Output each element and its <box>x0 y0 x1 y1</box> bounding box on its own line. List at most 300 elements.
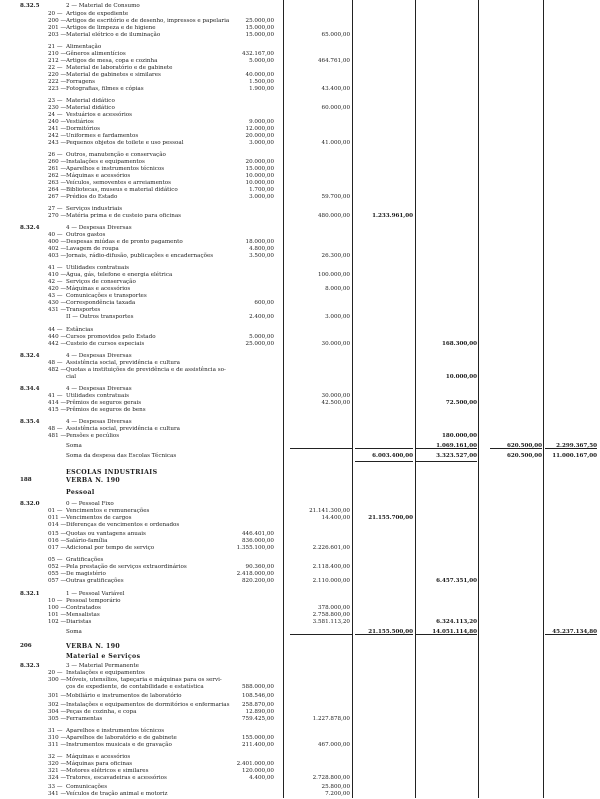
ledger-item-number: 324 — <box>48 775 67 781</box>
sum-rule <box>415 448 477 449</box>
ledger-description: Pensões e pecúlios <box>66 433 120 439</box>
ledger-item-number: 200 — <box>48 18 67 24</box>
ledger-item-number: 102 — <box>48 619 67 625</box>
ledger-code: 8.32.5 <box>20 3 40 9</box>
ledger-description: Artigos de expediente <box>66 11 129 17</box>
ledger-description: Contratados <box>66 605 101 611</box>
ledger-item-number: 402 — <box>48 246 67 252</box>
ledger-description: Artigos de mesa, copa e cozinha <box>66 58 158 64</box>
ledger-amount-col2: 2.110.000,00 <box>312 578 350 584</box>
ledger-amount-col5: 620.500,00 <box>506 443 542 449</box>
ledger-amount-col4: 72.500,00 <box>445 400 477 406</box>
ledger-item-number: 300 — <box>48 677 67 683</box>
ledger-item-number: 33 — <box>48 784 63 790</box>
ledger-amount-col2: 3.581.113,20 <box>312 619 350 625</box>
ledger-amount-col1: 5.000,00 <box>249 58 274 64</box>
ledger-amount-col1: 40.000,00 <box>245 72 274 78</box>
ledger-description: 4 — Despesas Diversas <box>66 419 132 425</box>
ledger-description: Mensalistas <box>66 612 100 618</box>
ledger-description: Transportes <box>66 307 101 313</box>
ledger-row <box>0 452 600 461</box>
ledger-description: Máquinas e acessórios <box>66 754 131 760</box>
ledger-item-number: 48 — <box>48 426 63 432</box>
ledger-code: 188 <box>20 477 32 483</box>
ledger-description: Alimentação <box>66 44 102 50</box>
ledger-description: Gêneros alimentícios <box>66 51 126 57</box>
ledger-amount-col1: 446.401,00 <box>241 531 274 537</box>
ledger-amount-col4: 168.300,00 <box>441 341 477 347</box>
ledger-amount-col2: 1.227.878,00 <box>312 716 350 722</box>
ledger-item-number: 270 — <box>48 213 67 219</box>
ledger-item-number: 403 — <box>48 253 67 259</box>
ledger-item-number: 10 — <box>48 598 63 604</box>
ledger-amount-col6: 11.000.167,00 <box>552 453 597 459</box>
ledger-description: Salário-família <box>66 538 108 544</box>
ledger-description: Outros, manutenção e conservação <box>66 152 166 158</box>
ledger-amount-col2: 26.300,00 <box>321 253 350 259</box>
ledger-amount-col1: 20.000,00 <box>245 159 274 165</box>
ledger-description: Água, gás, telefone e energia elétrica <box>66 272 173 278</box>
ledger-code: 8.32.4 <box>20 225 40 231</box>
ledger-item-number: 430 — <box>48 300 67 306</box>
ledger-amount-col2: 43.400,00 <box>321 86 350 92</box>
ledger-description: Assistência social, previdência e cultura <box>66 426 180 432</box>
ledger-row <box>0 628 600 637</box>
ledger-amount-col2: 30.000,00 <box>321 393 350 399</box>
ledger-item-number: 41 — <box>48 393 63 399</box>
sum-rule <box>290 448 352 449</box>
ledger-amount-col1: 25.000,00 <box>245 18 274 24</box>
ledger-item-number: 101 — <box>48 612 67 618</box>
ledger-row <box>0 373 600 382</box>
sum-rule <box>290 634 352 635</box>
ledger-description: Artigos de limpeza e de higiene <box>66 25 156 31</box>
ledger-amount-col1: 2.400,00 <box>249 314 274 320</box>
ledger-amount-col2: 467.000,00 <box>317 742 350 748</box>
ledger-item-number: 301 — <box>48 693 67 699</box>
ledger-item-number: 264 — <box>48 187 67 193</box>
ledger-code: 8.32.4 <box>20 353 40 359</box>
ledger-description: Pessoal <box>66 489 95 496</box>
ledger-amount-col1: 15.000,00 <box>245 25 274 31</box>
ledger-item-number: 014 — <box>48 522 67 528</box>
ledger-description: Quotas a instituições de previdência e de assistência so- <box>66 367 226 373</box>
ledger-description: Comunicações e transportes <box>66 293 147 299</box>
ledger-code: 8.32.0 <box>20 501 40 507</box>
ledger-item-number: 263 — <box>48 180 67 186</box>
ledger-item-number: 203 — <box>48 32 67 38</box>
ledger-amount-col3: 21.155.700,00 <box>368 515 413 521</box>
ledger-description: Vencimentos de cargos <box>66 515 132 521</box>
ledger-description: 3 — Material Permanente <box>66 663 139 669</box>
ledger-row <box>0 406 600 415</box>
ledger-item-number: 21 — <box>48 44 63 50</box>
ledger-amount-col4: 6.324.113,20 <box>436 619 477 625</box>
ledger-amount-col2: 2.226.601,00 <box>312 545 350 551</box>
ledger-description: Gratificações <box>66 557 104 563</box>
ledger-amount-col2: 60.000,00 <box>321 105 350 111</box>
ledger-item-number: 310 — <box>48 735 67 741</box>
ledger-amount-col1: 3.000,00 <box>249 140 274 146</box>
ledger-description: Material de gabinetes e similares <box>66 72 161 78</box>
ledger-description: Quotas ou vantagens anuais <box>66 531 146 537</box>
ledger-description: Peças de cozinha, e copa <box>66 709 137 715</box>
ledger-amount-col1: 25.000,00 <box>245 341 274 347</box>
ledger-description: Veículos de tração animal e motoriz <box>66 791 168 797</box>
sum-rule <box>545 634 597 635</box>
ledger-description: Aparelhos de laboratório e de gabinete <box>66 735 177 741</box>
sum-rule <box>355 634 413 635</box>
ledger-item-number: 201 — <box>48 25 67 31</box>
ledger-item-number: 015 — <box>48 531 67 537</box>
ledger-amount-col2: 30.000,00 <box>321 341 350 347</box>
ledger-item-number: 223 — <box>48 86 67 92</box>
ledger-item-number: 22 — <box>48 65 63 71</box>
ledger-amount-col2: 378.000,00 <box>317 605 350 611</box>
ledger-amount-col1: 1.500,00 <box>249 79 274 85</box>
ledger-amount-col1: 3.500,00 <box>249 253 274 259</box>
ledger-item-number: 410 — <box>48 272 67 278</box>
ledger-description: Máquinas e acessórios <box>66 173 131 179</box>
ledger-amount-col2: 21.141.300,00 <box>309 508 350 514</box>
ledger-amount-col6: 2.299.367,50 <box>556 443 597 449</box>
ledger-item-number: 23 — <box>48 98 63 104</box>
ledger-description: VERBA N. 190 <box>66 643 121 650</box>
ledger-description: Outros gastos <box>66 232 106 238</box>
ledger-description: Pessoal temporário <box>66 598 121 604</box>
ledger-description: Diaristas <box>66 619 92 625</box>
sum-rule <box>415 634 477 635</box>
ledger-description: Utilidades contratuais <box>66 393 129 399</box>
ledger-item-number: 420 — <box>48 286 67 292</box>
ledger-description: Outras gratificações <box>66 578 124 584</box>
ledger-item-number: 230 — <box>48 105 67 111</box>
ledger-amount-col1: 258.870,00 <box>241 702 274 708</box>
ledger-description: Matéria prima e de custeio para oficinas <box>66 213 182 219</box>
ledger-item-number: 48 — <box>48 360 63 366</box>
sum-rule <box>355 448 413 449</box>
ledger-amount-col2: 480.000,00 <box>317 213 350 219</box>
ledger-description: Aparelhos e instrumentos técnicos <box>66 166 165 172</box>
ledger-amount-col4: 1.069.161,00 <box>436 443 477 449</box>
ledger-description: Pequenos objetos de toilete e uso pessoal <box>66 140 184 146</box>
ledger-item-number: 260 — <box>48 159 67 165</box>
ledger-row <box>0 683 600 692</box>
ledger-amount-col1: 15.000,00 <box>245 32 274 38</box>
ledger-amount-col1: 90.360,00 <box>245 564 274 570</box>
ledger-description: Prêmios de seguros de bens <box>66 407 146 413</box>
ledger-amount-col1: 3.000,00 <box>249 194 274 200</box>
ledger-amount-col2: 464.761,00 <box>317 58 350 64</box>
ledger-amount-col2: 42.500,00 <box>321 400 350 406</box>
ledger-item-number: 100 — <box>48 605 67 611</box>
ledger-description: Correspondência taxada <box>66 300 136 306</box>
ledger-code: 206 <box>20 643 32 649</box>
ledger-amount-col1: 18.000,00 <box>245 239 274 245</box>
ledger-item-number: 482 — <box>48 367 67 373</box>
ledger-item-number: 20 — <box>48 670 63 676</box>
ledger-description: Veículos, semoventes e arreiamentos <box>66 180 171 186</box>
ledger-description: Artigos de escritório e de desenho, impressos e papelaria <box>66 18 230 24</box>
ledger-description: 4 — Despesas Diversas <box>66 386 132 392</box>
ledger-item-number: 241 — <box>48 126 67 132</box>
ledger-amount-col1: 820.200,00 <box>241 578 274 584</box>
ledger-description: Ferramentas <box>66 716 103 722</box>
sum-rule <box>355 461 413 462</box>
ledger-item-number: 240 — <box>48 119 67 125</box>
ledger-description: Jornais, rádio-difusão, publicações e encadernações <box>66 253 214 259</box>
ledger-amount-col2: 41.000,00 <box>321 140 350 146</box>
ledger-description: Utilidades contratuais <box>66 265 129 271</box>
ledger-item-number: 016 — <box>48 538 67 544</box>
ledger-row <box>0 442 600 451</box>
ledger-item-number: 262 — <box>48 173 67 179</box>
ledger-row <box>0 652 600 661</box>
ledger-description: Uniformes e fardamentos <box>66 133 139 139</box>
ledger-amount-col1: 10.000,00 <box>245 180 274 186</box>
ledger-amount-col2: 2.728.800,00 <box>312 775 350 781</box>
ledger-row <box>0 692 600 701</box>
ledger-amount-col2: 100.000,00 <box>317 272 350 278</box>
sum-rule <box>490 448 542 449</box>
ledger-row <box>0 618 600 627</box>
ledger-description: 2 — Material de Consumo <box>66 3 140 9</box>
ledger-item-number: 440 — <box>48 334 67 340</box>
ledger-description: Adicional por tempo de serviço <box>66 545 155 551</box>
ledger-amount-col1: 15.000,00 <box>245 166 274 172</box>
ledger-description: Assistência social, previdência e cultura <box>66 360 180 366</box>
ledger-row <box>0 577 600 586</box>
ledger-item-number: 05 — <box>48 557 63 563</box>
ledger-amount-col1: 1.900,00 <box>249 86 274 92</box>
ledger-item-number: 304 — <box>48 709 67 715</box>
ledger-row <box>0 642 600 651</box>
ledger-amount-col1: 1.700,00 <box>249 187 274 193</box>
ledger-amount-col1: 588.000,00 <box>241 684 274 690</box>
ledger-item-number: 42 — <box>48 279 63 285</box>
ledger-description: II — Outros transportes <box>66 314 134 320</box>
ledger-description: ços de expediente, de contabilidade e estatística <box>66 684 204 690</box>
ledger-amount-col4: 6.457.351,00 <box>436 578 477 584</box>
ledger-description: Tratores, escavadeiras e acessórios <box>66 775 167 781</box>
ledger-amount-col1: 12.890,00 <box>245 709 274 715</box>
ledger-description: Instalações e equipamentos <box>66 159 145 165</box>
ledger-item-number: 431 — <box>48 307 67 313</box>
ledger-description: Vencimentos e remunerações <box>66 508 150 514</box>
ledger-description: Cursos promovidos pelo Estado <box>66 334 156 340</box>
ledger-item-number: 481 — <box>48 433 67 439</box>
ledger-description: Motores elétricos e similares <box>66 768 149 774</box>
ledger-amount-col1: 9.000,00 <box>249 119 274 125</box>
ledger-description: Material elétrico e de iluminação <box>66 32 161 38</box>
ledger-description: Soma da despesa das Escolas Técnicas <box>66 453 177 459</box>
ledger-description: Bibliotecas, museus e material didático <box>66 187 178 193</box>
ledger-item-number: 055 — <box>48 571 67 577</box>
ledger-item-number: 31 — <box>48 728 63 734</box>
ledger-item-number: 43 — <box>48 293 63 299</box>
ledger-description: Máquinas e acessórios <box>66 286 131 292</box>
ledger-description: Instalações e equipamentos de dormitórios e enfermarias <box>66 702 230 708</box>
ledger-description: Material e Serviços <box>66 653 141 660</box>
ledger-amount-col2: 8.000,00 <box>325 286 350 292</box>
ledger-amount-col2: 7.200,00 <box>325 791 350 797</box>
ledger-description: Vestiários <box>66 119 94 125</box>
ledger-amount-col4: 10.000,00 <box>445 374 477 380</box>
ledger-description: Diferenças de vencimentos e ordenados <box>66 522 180 528</box>
ledger-description: Fotografias, filmes e cópias <box>66 86 144 92</box>
ledger-row <box>0 774 600 783</box>
ledger-item-number: 26 — <box>48 152 63 158</box>
ledger-amount-col4: 3.323.527,00 <box>436 453 477 459</box>
ledger-amount-col1: 211.400,00 <box>241 742 274 748</box>
ledger-description: Móveis, utensílios, tapeçaria e máquinas para os servi- <box>66 677 222 683</box>
ledger-item-number: 400 — <box>48 239 67 245</box>
ledger-amount-col2: 25.800,00 <box>321 784 350 790</box>
ledger-description: 4 — Despesas Diversas <box>66 225 132 231</box>
ledger-description: Instrumentos musicais e de gravação <box>66 742 172 748</box>
ledger-code: 8.35.4 <box>20 419 40 425</box>
ledger-item-number: 341 — <box>48 791 67 797</box>
ledger-amount-col1: 4.400,00 <box>249 775 274 781</box>
ledger-amount-col1: 120.000,00 <box>241 768 274 774</box>
ledger-amount-col1: 5.000,00 <box>249 334 274 340</box>
ledger-row <box>0 340 600 349</box>
ledger-row <box>0 488 600 497</box>
ledger-amount-col6: 45.237.134,80 <box>552 629 597 635</box>
ledger-item-number: 40 — <box>48 232 63 238</box>
ledger-item-number: 311 — <box>48 742 67 748</box>
ledger-code: 8.32.1 <box>20 591 40 597</box>
ledger-amount-col5: 620.500,00 <box>506 453 542 459</box>
ledger-amount-col1: 600,00 <box>254 300 274 306</box>
ledger-row <box>0 432 600 441</box>
ledger-row <box>0 85 600 94</box>
ledger-item-number: 41 — <box>48 265 63 271</box>
ledger-item-number: 011 — <box>48 515 67 521</box>
ledger-item-number: 24 — <box>48 112 63 118</box>
ledger-item-number: 210 — <box>48 51 67 57</box>
ledger-description: Material de laboratório e de gabinete <box>66 65 173 71</box>
ledger-item-number: 320 — <box>48 761 67 767</box>
ledger-item-number: 261 — <box>48 166 67 172</box>
ledger-description: Comunicações <box>66 784 108 790</box>
ledger-description: Dormitórios <box>66 126 100 132</box>
ledger-description: Serviços industriais <box>66 206 123 212</box>
ledger-item-number: 442 — <box>48 341 67 347</box>
ledger-amount-col1: 20.000,00 <box>245 133 274 139</box>
ledger-description: Lavagem de roupa <box>66 246 119 252</box>
ledger-item-number: 414 — <box>48 400 67 406</box>
ledger-amount-col4: 14.051.114,80 <box>432 629 477 635</box>
ledger-description: Material didático <box>66 98 115 104</box>
ledger-code: 8.32.3 <box>20 663 40 669</box>
ledger-item-number: 415 — <box>48 407 67 413</box>
ledger-row <box>0 193 600 202</box>
ledger-item-number: 220 — <box>48 72 67 78</box>
ledger-amount-col4: 180.000,00 <box>441 433 477 439</box>
ledger-description: Despesas miúdas e de pronto pagamento <box>66 239 183 245</box>
ledger-amount-col1: 12.000,00 <box>245 126 274 132</box>
ledger-amount-col1: 108.546,00 <box>241 693 274 699</box>
ledger-description: Máquinas para oficinas <box>66 761 133 767</box>
ledger-item-number: 27 — <box>48 206 63 212</box>
ledger-amount-col1: 10.000,00 <box>245 173 274 179</box>
ledger-description: Aparelhos e instrumentos técnicos <box>66 728 165 734</box>
ledger-item-number: 057 — <box>48 578 67 584</box>
ledger-row <box>0 139 600 148</box>
ledger-description: cial <box>66 374 77 380</box>
ledger-row <box>0 313 600 322</box>
sum-rule <box>415 461 477 462</box>
ledger-item-number: 302 — <box>48 702 67 708</box>
ledger-item-number: 212 — <box>48 58 67 64</box>
ledger-description: 0 — Pessoal Fixo <box>66 501 114 507</box>
ledger-amount-col2: 59.700,00 <box>321 194 350 200</box>
ledger-description: Serviços de conservação <box>66 279 136 285</box>
ledger-row <box>0 252 600 261</box>
ledger-item-number: 20 — <box>48 11 63 17</box>
ledger-item-number: 052 — <box>48 564 67 570</box>
ledger-item-number: 242 — <box>48 133 67 139</box>
ledger-description: Custeio de cursos especiais <box>66 341 145 347</box>
ledger-amount-col2: 3.000,00 <box>325 314 350 320</box>
ledger-description: Soma <box>66 629 82 635</box>
ledger-description: Prédios do Estado <box>66 194 118 200</box>
ledger-description: Estâncias <box>66 327 94 333</box>
sum-rule <box>545 448 597 449</box>
ledger-description: De magistério <box>66 571 106 577</box>
ledger-description: Vestuários e acessórios <box>66 112 133 118</box>
ledger-row <box>0 715 600 724</box>
ledger-amount-col2: 2.118.400,00 <box>312 564 350 570</box>
ledger-description: Soma <box>66 443 82 449</box>
ledger-row <box>0 544 600 553</box>
ledger-amount-col2: 2.758.800,00 <box>312 612 350 618</box>
ledger-amount-col1: 2.401.000,00 <box>236 761 274 767</box>
ledger-description: Prêmios de seguros gerais <box>66 400 142 406</box>
ledger-item-number: 017 — <box>48 545 67 551</box>
ledger-description: ESCOLAS INDUSTRIAIS <box>66 469 158 476</box>
ledger-amount-col1: 836.000,00 <box>241 538 274 544</box>
ledger-amount-col1: 432.167,00 <box>241 51 274 57</box>
ledger-amount-col1: 2.418.000,00 <box>236 571 274 577</box>
ledger-item-number: 267 — <box>48 194 67 200</box>
ledger-code: 8.34.4 <box>20 386 40 392</box>
ledger-description: Forragens <box>66 79 95 85</box>
ledger-amount-col3: 21.155.500,00 <box>368 629 413 635</box>
ledger-description: 1 — Pessoal Variável <box>66 591 125 597</box>
ledger-item-number: 305 — <box>48 716 67 722</box>
ledger-row <box>0 476 600 485</box>
ledger-amount-col3: 1.233.961,00 <box>372 213 413 219</box>
ledger-description: VERBA N. 190 <box>66 477 121 484</box>
ledger-item-number: 321 — <box>48 768 67 774</box>
ledger-amount-col1: 759.425,00 <box>241 716 274 722</box>
ledger-amount-col1: 155.000,00 <box>241 735 274 741</box>
ledger-description: 4 — Despesas Diversas <box>66 353 132 359</box>
ledger-description: Instalações e equipamentos <box>66 670 145 676</box>
ledger-row <box>0 741 600 750</box>
ledger-row <box>0 31 600 40</box>
ledger-amount-col2: 14.400,00 <box>321 515 350 521</box>
ledger-item-number: 222 — <box>48 79 67 85</box>
ledger-item-number: 32 — <box>48 754 63 760</box>
ledger-row <box>0 521 600 530</box>
ledger-row <box>0 212 600 221</box>
ledger-item-number: 01 — <box>48 508 63 514</box>
ledger-description: Material didático <box>66 105 115 111</box>
ledger-item-number: 243 — <box>48 140 67 146</box>
